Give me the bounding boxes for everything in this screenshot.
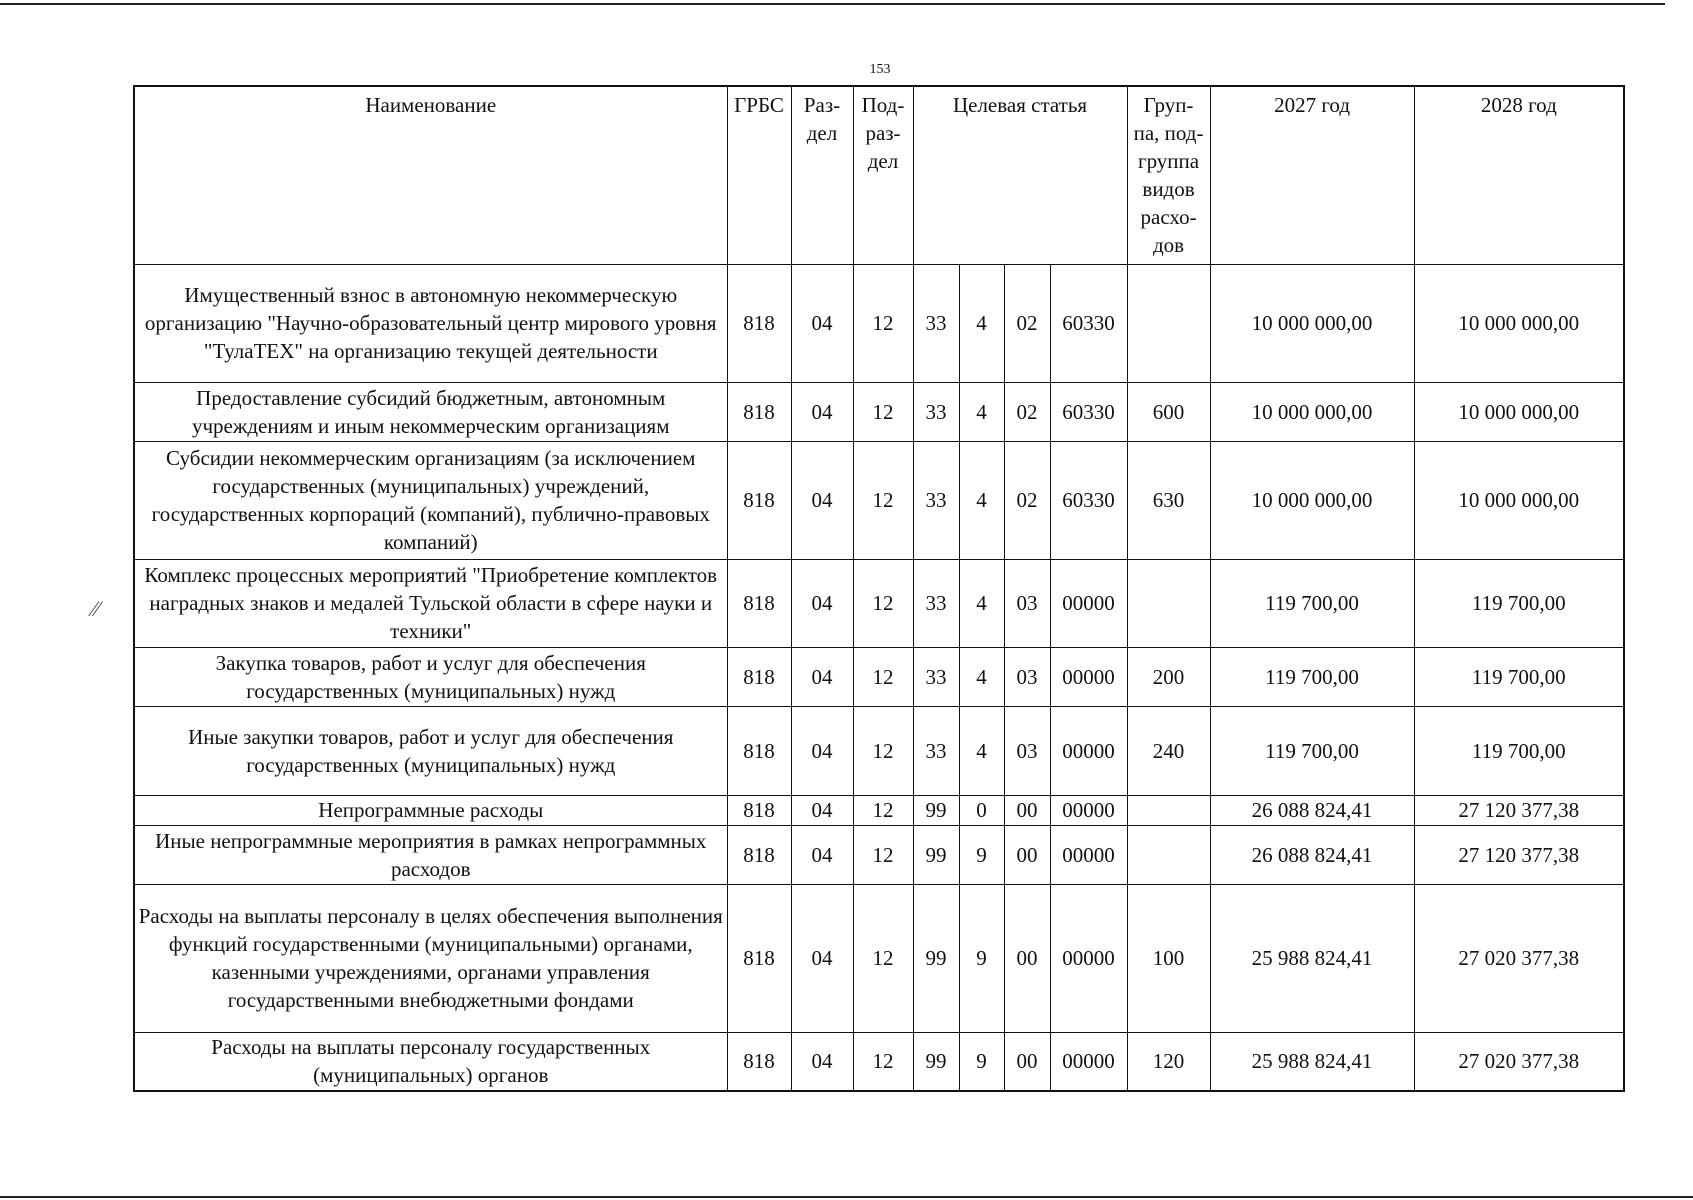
cell-amount-2028: 119 700,00 (1414, 706, 1624, 795)
cell-expense-group (1127, 795, 1210, 825)
cell-expense-group (1127, 264, 1210, 382)
header-row (134, 86, 1624, 264)
cell-expense-group: 120 (1127, 1032, 1210, 1091)
col-header-name: Наименование (134, 86, 727, 264)
cell-amount-2028: 10 000 000,00 (1414, 382, 1624, 441)
col-header-group: Груп- па, под- группа видов расхо- дов (1127, 86, 1210, 264)
cell-target-direction: 00000 (1050, 706, 1127, 795)
cell-target-program: 99 (913, 795, 959, 825)
cell-amount-2028: 10 000 000,00 (1414, 264, 1624, 382)
margin-mark: ⁄⁄ (92, 596, 100, 621)
cell-target-direction: 00000 (1050, 647, 1127, 706)
cell-target-program: 33 (913, 706, 959, 795)
cell-podrazdel: 12 (853, 382, 913, 441)
cell-target-program: 33 (913, 559, 959, 647)
cell-razdel: 04 (791, 264, 853, 382)
cell-amount-2027: 119 700,00 (1210, 559, 1414, 647)
cell-expense-group: 200 (1127, 647, 1210, 706)
cell-expense-group: 600 (1127, 382, 1210, 441)
table-row (134, 1032, 1624, 1091)
cell-amount-2027: 10 000 000,00 (1210, 264, 1414, 382)
cell-target-type: 4 (959, 441, 1004, 559)
cell-target-type: 9 (959, 825, 1004, 884)
cell-amount-2028: 10 000 000,00 (1414, 441, 1624, 559)
cell-target-structure: 03 (1004, 559, 1050, 647)
cell-razdel: 04 (791, 884, 853, 1032)
cell-target-direction: 00000 (1050, 825, 1127, 884)
cell-target-program: 33 (913, 382, 959, 441)
cell-name: Комплекс процессных мероприятий "Приобретение комплектов наградных знаков и медалей Тульской области в сфере науки и техники" (134, 559, 727, 647)
cell-grbs: 818 (727, 825, 791, 884)
cell-name: Расходы на выплаты персоналу в целях обеспечения выполнения функций государственными (муниципальными) органами, казенными учреждениями, органами управления государственными внебюджетными фондами (134, 884, 727, 1032)
table-row (134, 441, 1624, 559)
cell-razdel: 04 (791, 441, 853, 559)
cell-name: Иные непрограммные мероприятия в рамках непрограммных расходов (134, 825, 727, 884)
cell-target-type: 0 (959, 795, 1004, 825)
cell-name: Субсидии некоммерческим организациям (за исключением государственных (муниципальных) учреждений, государственных корпораций (компаний), публично-правовых компаний) (134, 441, 727, 559)
cell-target-type: 4 (959, 647, 1004, 706)
table-body (134, 264, 1624, 1091)
cell-amount-2028: 27 120 377,38 (1414, 825, 1624, 884)
cell-target-type: 9 (959, 884, 1004, 1032)
cell-amount-2028: 27 120 377,38 (1414, 795, 1624, 825)
cell-target-direction: 00000 (1050, 1032, 1127, 1091)
cell-target-program: 33 (913, 441, 959, 559)
cell-target-structure: 00 (1004, 1032, 1050, 1091)
cell-razdel: 04 (791, 706, 853, 795)
cell-target-structure: 03 (1004, 706, 1050, 795)
cell-amount-2028: 27 020 377,38 (1414, 884, 1624, 1032)
cell-target-structure: 03 (1004, 647, 1050, 706)
col-header-razdel: Раз- дел (791, 86, 853, 264)
cell-grbs: 818 (727, 706, 791, 795)
cell-target-type: 4 (959, 264, 1004, 382)
cell-target-structure: 02 (1004, 382, 1050, 441)
cell-target-structure: 02 (1004, 264, 1050, 382)
cell-target-structure: 00 (1004, 795, 1050, 825)
cell-grbs: 818 (727, 795, 791, 825)
cell-name: Предоставление субсидий бюджетным, автономным учреждениям и иным некоммерческим организациям (134, 382, 727, 441)
col-header-2027: 2027 год (1210, 86, 1414, 264)
table-row (134, 382, 1624, 441)
cell-grbs: 818 (727, 441, 791, 559)
cell-grbs: 818 (727, 559, 791, 647)
table-row (134, 264, 1624, 382)
cell-target-program: 33 (913, 264, 959, 382)
cell-razdel: 04 (791, 382, 853, 441)
cell-expense-group: 100 (1127, 884, 1210, 1032)
cell-target-type: 4 (959, 382, 1004, 441)
cell-podrazdel: 12 (853, 559, 913, 647)
cell-podrazdel: 12 (853, 647, 913, 706)
cell-amount-2028: 119 700,00 (1414, 559, 1624, 647)
cell-target-direction: 00000 (1050, 795, 1127, 825)
cell-podrazdel: 12 (853, 264, 913, 382)
cell-expense-group (1127, 559, 1210, 647)
cell-podrazdel: 12 (853, 795, 913, 825)
scan-edge-bottom (0, 1196, 1693, 1198)
col-header-podrazdel: Под- раз- дел (853, 86, 913, 264)
cell-razdel: 04 (791, 647, 853, 706)
cell-podrazdel: 12 (853, 706, 913, 795)
cell-amount-2027: 119 700,00 (1210, 706, 1414, 795)
cell-podrazdel: 12 (853, 441, 913, 559)
cell-target-direction: 60330 (1050, 441, 1127, 559)
cell-target-program: 99 (913, 1032, 959, 1091)
cell-amount-2027: 25 988 824,41 (1210, 884, 1414, 1032)
cell-amount-2027: 26 088 824,41 (1210, 795, 1414, 825)
cell-name: Имущественный взнос в автономную некоммерческую организацию "Научно-образовательный центр мирового уровня "ТулаТЕХ" на организацию текущей деятельности (134, 264, 727, 382)
budget-table (133, 85, 1625, 1092)
cell-amount-2027: 25 988 824,41 (1210, 1032, 1414, 1091)
cell-grbs: 818 (727, 884, 791, 1032)
cell-target-structure: 00 (1004, 825, 1050, 884)
cell-razdel: 04 (791, 1032, 853, 1091)
cell-target-program: 33 (913, 647, 959, 706)
cell-name: Расходы на выплаты персоналу государственных (муниципальных) органов (134, 1032, 727, 1091)
cell-razdel: 04 (791, 559, 853, 647)
cell-razdel: 04 (791, 825, 853, 884)
cell-amount-2027: 10 000 000,00 (1210, 382, 1414, 441)
cell-grbs: 818 (727, 264, 791, 382)
cell-expense-group: 240 (1127, 706, 1210, 795)
cell-name: Закупка товаров, работ и услуг для обеспечения государственных (муниципальных) нужд (134, 647, 727, 706)
cell-grbs: 818 (727, 382, 791, 441)
cell-target-structure: 02 (1004, 441, 1050, 559)
cell-amount-2027: 10 000 000,00 (1210, 441, 1414, 559)
table-row (134, 795, 1624, 825)
cell-target-type: 4 (959, 559, 1004, 647)
cell-grbs: 818 (727, 1032, 791, 1091)
cell-grbs: 818 (727, 647, 791, 706)
cell-target-type: 4 (959, 706, 1004, 795)
cell-podrazdel: 12 (853, 825, 913, 884)
cell-expense-group: 630 (1127, 441, 1210, 559)
cell-amount-2028: 119 700,00 (1414, 647, 1624, 706)
cell-podrazdel: 12 (853, 1032, 913, 1091)
cell-name: Иные закупки товаров, работ и услуг для обеспечения государственных (муниципальных) нужд (134, 706, 727, 795)
cell-expense-group (1127, 825, 1210, 884)
table-row (134, 647, 1624, 706)
cell-razdel: 04 (791, 795, 853, 825)
cell-podrazdel: 12 (853, 884, 913, 1032)
col-header-target: Целевая статья (913, 86, 1127, 264)
cell-amount-2028: 27 020 377,38 (1414, 1032, 1624, 1091)
table-row (134, 706, 1624, 795)
cell-target-structure: 00 (1004, 884, 1050, 1032)
scan-edge-top (0, 3, 1665, 5)
table-row (134, 825, 1624, 884)
table-row (134, 884, 1624, 1032)
cell-name: Непрограммные расходы (134, 795, 727, 825)
cell-target-direction: 60330 (1050, 382, 1127, 441)
col-header-2028: 2028 год (1414, 86, 1624, 264)
table-row (134, 559, 1624, 647)
cell-target-type: 9 (959, 1032, 1004, 1091)
cell-target-direction: 60330 (1050, 264, 1127, 382)
page-number: 153 (869, 62, 891, 77)
cell-target-direction: 00000 (1050, 559, 1127, 647)
cell-target-program: 99 (913, 825, 959, 884)
cell-target-direction: 00000 (1050, 884, 1127, 1032)
col-header-grbs: ГРБС (727, 86, 791, 264)
cell-target-program: 99 (913, 884, 959, 1032)
cell-amount-2027: 119 700,00 (1210, 647, 1414, 706)
cell-amount-2027: 26 088 824,41 (1210, 825, 1414, 884)
